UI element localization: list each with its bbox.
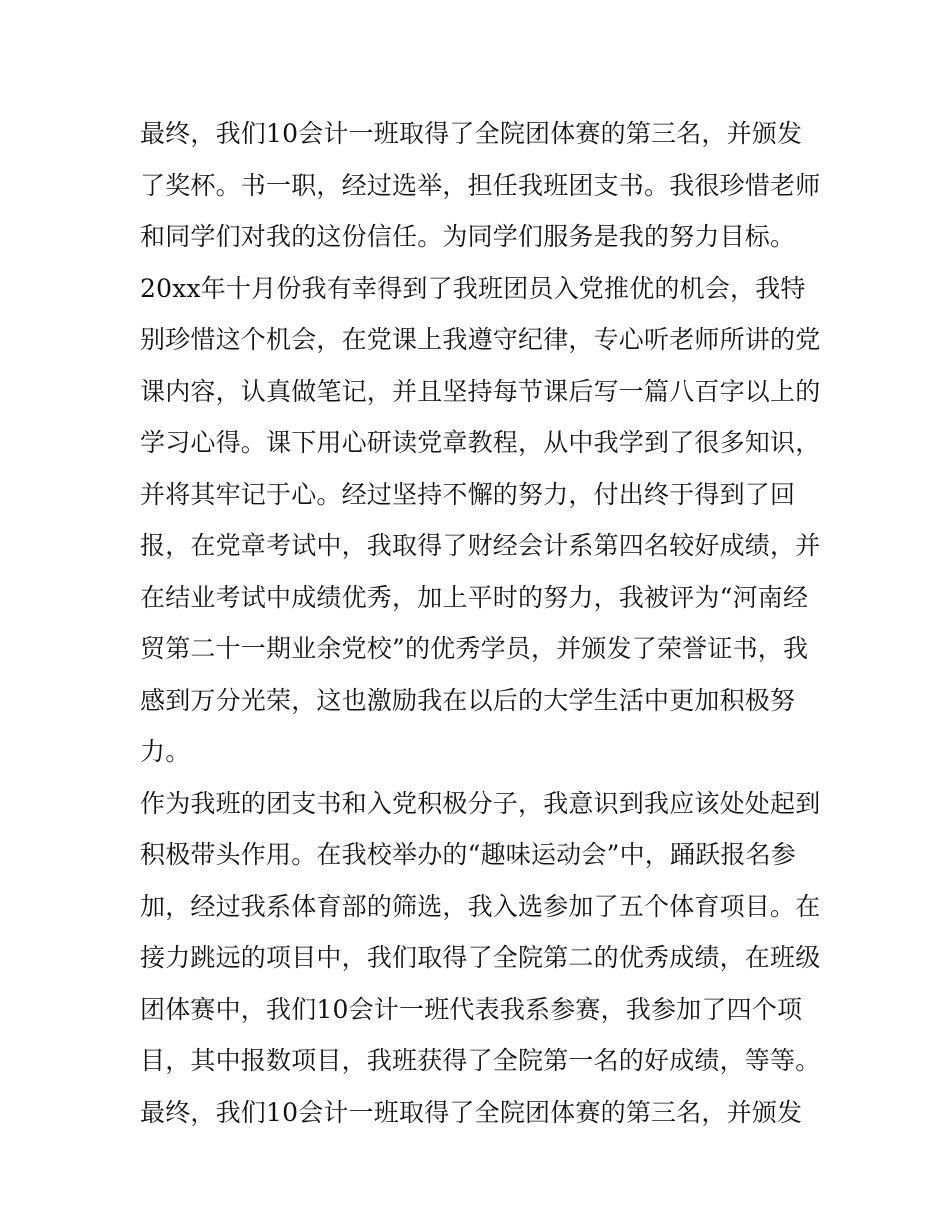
text-line: 课内容，认真做笔记，并且坚持每节课后写一篇八百字以上的 bbox=[140, 376, 821, 406]
text-line: 贸第二十一期业余党校”的优秀学员，并颁发了荣誉证书，我 bbox=[140, 634, 809, 663]
text-line: 和同学们对我的这份信任。为同学们服务是我的努力目标。 bbox=[140, 222, 796, 251]
text-line: 学习心得。课下用心研读党章教程，从中我学到了很多知识， bbox=[140, 428, 821, 457]
text-line: 积极带头作用。在我校举办的“趣味运动会”中，踊跃报名参 bbox=[140, 840, 796, 869]
text-line: 最终，我们10会计一班取得了全院团体赛的第三名，并颁发 bbox=[140, 1097, 803, 1127]
text-line: 报，在党章考试中，我取得了财经会计系第四名较好成绩，并 bbox=[140, 531, 821, 560]
text-line: 作为我班的团支书和入党积极分子，我意识到我应该处处起到 bbox=[140, 788, 821, 818]
text-line: 团体赛中，我们10会计一班代表我系参赛，我参加了四个项 bbox=[140, 994, 803, 1024]
text-line: 加，经过我系体育部的筛选，我入选参加了五个体育项目。在 bbox=[140, 891, 821, 921]
document-body-text bbox=[140, 108, 820, 1138]
text-line: 别珍惜这个机会，在党课上我遵守纪律，专心听老师所讲的党 bbox=[140, 325, 821, 354]
text-line: 力。 bbox=[140, 737, 191, 766]
text-line: 感到万分光荣，这也激励我在以后的大学生活中更加积极努 bbox=[140, 685, 796, 715]
text-line: 接力跳远的项目中，我们取得了全院第二的优秀成绩，在班级 bbox=[140, 943, 821, 972]
text-line: 在结业考试中成绩优秀，加上平时的努力，我被评为“河南经 bbox=[140, 582, 809, 612]
text-line: 了奖杯。书一职，经过选举，担任我班团支书。我很珍惜老师 bbox=[140, 170, 821, 200]
text-line: 20xx年十月份我有幸得到了我班团员入党推优的机会，我特 bbox=[140, 273, 806, 303]
text-line: 并将其牢记于心。经过坚持不懈的努力，付出终于得到了回 bbox=[140, 479, 796, 509]
text-line: 最终，我们10会计一班取得了全院团体赛的第三名，并颁发 bbox=[140, 119, 803, 148]
text-line: 目，其中报数项目，我班获得了全院第一名的好成绩，等等。 bbox=[140, 1046, 821, 1075]
